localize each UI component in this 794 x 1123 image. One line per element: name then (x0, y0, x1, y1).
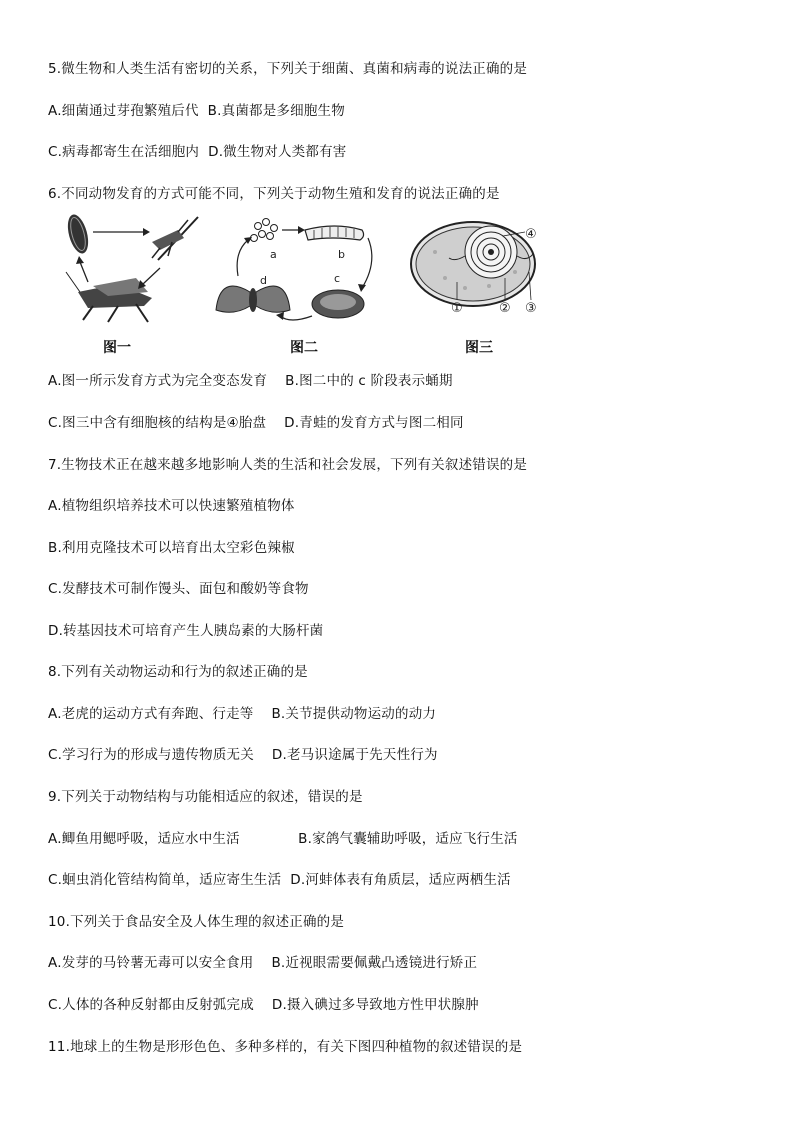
figure-3-label-4: ④ (525, 227, 537, 242)
figure-2-label-b: b (338, 248, 345, 261)
q10-options-cd: C.人体的各种反射都由反射弧完成 D.摄入碘过多导致地方性甲状腺肿 (48, 997, 479, 1013)
q9-options-cd: C.蛔虫消化管结构简单，适应寄生生活 D.河蚌体表有角质层，适应两栖生活 (48, 872, 511, 888)
figure-2-label-d: d (260, 274, 267, 287)
figure-3-caption: 图三 (465, 340, 493, 356)
q8-options-cd: C.学习行为的形成与遗传物质无关 D.老马识途属于先天性行为 (48, 747, 438, 763)
q9-stem: 9.下列关于动物结构与功能相适应的叙述，错误的是 (48, 789, 363, 805)
q7-option-a: A.植物组织培养技术可以快速繁殖植物体 (48, 498, 295, 514)
figure-3-bird-egg (405, 212, 555, 327)
q5-stem: 5.微生物和人类生活有密切的关系，下列关于细菌、真菌和病毒的说法正确的是 (48, 61, 528, 77)
q6-options-cd: C.图三中含有细胞核的结构是④胎盘 D.青蛙的发育方式与图二相同 (48, 415, 464, 431)
figure-2-label-a: a (270, 248, 277, 261)
q7-option-c: C.发酵技术可制作馒头、面包和酸奶等食物 (48, 581, 309, 597)
q5-options-cd: C.病毒都寄生在活细胞内 D.微生物对人类都有害 (48, 144, 347, 160)
q7-option-d: D.转基因技术可培育产生人胰岛素的大肠杆菌 (48, 623, 324, 639)
figure-3-label-2: ② (499, 301, 511, 316)
q9-options-ab: A.鲫鱼用鳃呼吸，适应水中生活 B.家鸽气囊辅助呼吸，适应飞行生活 (48, 831, 518, 847)
figure-2-label-c: c (334, 272, 341, 285)
q11-stem: 11.地球上的生物是形形色色、多种多样的，有关下图四种植物的叙述错误的是 (48, 1039, 523, 1055)
q5-options-ab: A.细菌通过芽孢繁殖后代 B.真菌都是多细胞生物 (48, 103, 345, 119)
q6-stem: 6.不同动物发育的方式可能不同，下列关于动物生殖和发育的说法正确的是 (48, 186, 500, 202)
figure-1-grasshopper-cycle (48, 212, 208, 327)
q10-stem: 10.下列关于食品安全及人体生理的叙述正确的是 (48, 914, 345, 930)
q8-stem: 8.下列有关动物运动和行为的叙述正确的是 (48, 664, 308, 680)
q6-options-ab: A.图一所示发育方式为完全变态发育 B.图二中的 c 阶段表示蛹期 (48, 373, 453, 389)
q7-stem: 7.生物技术正在越来越多地影响人类的生活和社会发展，下列有关叙述错误的是 (48, 457, 528, 473)
figure-2-caption: 图二 (290, 340, 318, 356)
figure-1-caption: 图一 (103, 340, 131, 356)
figure-3-label-3: ③ (525, 301, 537, 316)
q10-options-ab: A.发芽的马铃薯无毒可以安全食用 B.近视眼需要佩戴凸透镜进行矫正 (48, 955, 478, 971)
figure-2-silkworm-cycle (210, 212, 390, 327)
figure-3-label-1: ① (451, 301, 463, 316)
q7-option-b: B.利用克隆技术可以培育出太空彩色辣椒 (48, 540, 295, 556)
q8-options-ab: A.老虎的运动方式有奔跑、行走等 B.关节提供动物运动的动力 (48, 706, 437, 722)
